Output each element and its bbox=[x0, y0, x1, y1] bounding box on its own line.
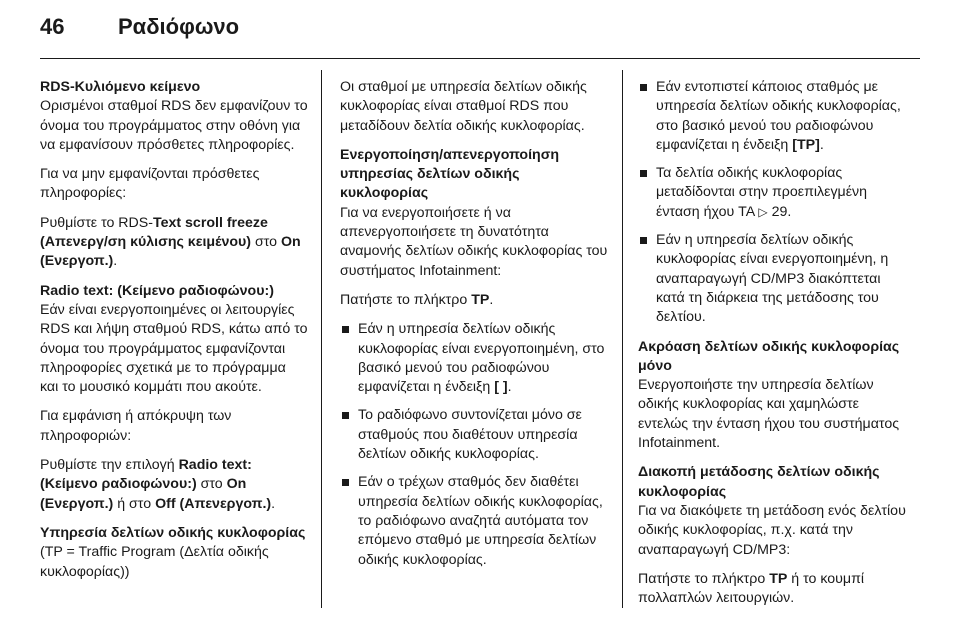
column-1 bbox=[40, 78, 308, 592]
stop-announcement-heading: Διακοπή μετάδοσης δελτίων οδικής κυκλοφορίας bbox=[638, 464, 880, 500]
page-header bbox=[40, 14, 920, 52]
list-item: Εάν ο τρέχων σταθμός δεν διαθέτει υπηρεσία δελτίων οδικής κυκλοφορίας, το ραδιόφωνο αναζητά αυτόματα τον επόμενο σταθμό με υπηρεσία δελτίων οδικής κυκλοφορίας. bbox=[340, 473, 608, 569]
radio-text-paragraph-2: Για εμφάνιση ή απόκρυψη των πληροφοριών: bbox=[40, 408, 232, 444]
rds-scroll-paragraph-2: Για να μην εμφανίζονται πρόσθετες πληροφορίες: bbox=[40, 166, 260, 202]
header-rule bbox=[40, 58, 920, 59]
traffic-service-paragraph: (TP = Traffic Program (Δελτία οδικής κυκλοφορίας)) bbox=[40, 544, 269, 580]
column-2 bbox=[340, 78, 608, 580]
column-divider-2 bbox=[622, 70, 623, 608]
page-number: 46 bbox=[40, 14, 65, 39]
page-title: Ραδιόφωνο bbox=[118, 14, 240, 39]
radio-text-paragraph-1: Εάν είναι ενεργοποιημένες οι λειτουργίες RDS και λήψη σταθμού RDS, κάτω από το όνομα του προγράμματος εμφανίζονται πληροφορίες σχετικά με το πρόγραμμα και το μουσικό κομμάτι που ακούτε. bbox=[40, 301, 308, 396]
traffic-onoff-heading: Ενεργοποίηση/απενεργοποίηση υπηρεσίας δελτίων οδικής κυκλοφορίας bbox=[340, 146, 560, 202]
rds-scroll-paragraph-3: Ρυθμίστε το RDS-Text scroll freeze (Απενεργ/ση κύλισης κειμένου) στο On (Ενεργοπ.). bbox=[40, 214, 301, 270]
traffic-bullets bbox=[340, 320, 608, 570]
rds-scroll-heading: RDS-Κυλιόμενο κείμενο bbox=[40, 79, 201, 95]
traffic-stations-paragraph: Οι σταθμοί με υπηρεσία δελτίων οδικής κυκλοφορίας είναι σταθμοί RDS που μεταδίδουν δελτία οδικής κυκλοφορίας. bbox=[340, 79, 587, 134]
listen-only-paragraph: Ενεργοποιήστε την υπηρεσία δελτίων οδικής κυκλοφορίας και χαμηλώστε εντελώς την ένταση ήχου του συστήματος Infotainment. bbox=[638, 377, 900, 452]
radio-text-heading: Radio text: (Κείμενο ραδιοφώνου:) bbox=[40, 282, 274, 299]
column-3 bbox=[638, 78, 912, 618]
traffic-bullets-continued bbox=[638, 78, 912, 328]
list-item: Το ραδιόφωνο συντονίζεται μόνο σε σταθμούς που διαθέτουν υπηρεσία δελτίων οδικής κυκλοφορίας. bbox=[340, 406, 608, 464]
traffic-service-heading: Υπηρεσία δελτίων οδικής κυκλοφορίας bbox=[40, 524, 306, 541]
traffic-onoff-paragraph: Για να ενεργοποιήσετε ή να απενεργοποιήσετε τη δυνατότητα αναμονής δελτίων οδικής κυκλοφορίας του συστήματος Infotainment: bbox=[340, 204, 608, 279]
radio-text-paragraph-3: Ρυθμίστε την επιλογή Radio text: (Κείμενο ραδιοφώνου:) στο On (Ενεργοπ.) ή στο Off (Απενεργοπ.). bbox=[40, 457, 276, 512]
listen-only-heading: Ακρόαση δελτίων οδικής κυκλοφορίας μόνο bbox=[638, 338, 900, 374]
press-tp-paragraph: Πατήστε το πλήκτρο TP. bbox=[340, 291, 494, 308]
page-reference: 29 bbox=[771, 203, 788, 220]
page-reference-icon: ▷ bbox=[758, 204, 768, 219]
list-item: Εάν εντοπιστεί κάποιος σταθμός με υπηρεσία δελτίων οδικής κυκλοφορίας, στο βασικό μενού του ραδιοφώνου εμφανίζεται η ένδειξη [TP]. bbox=[638, 78, 912, 155]
list-item: Εάν η υπηρεσία δελτίων οδικής κυκλοφορίας είναι ενεργοποιημένη, στο βασικό μενού του ραδιοφώνου εμφανίζεται η ένδειξη [ ]. bbox=[340, 320, 608, 397]
rds-scroll-paragraph-1: Ορισμένοι σταθμοί RDS δεν εμφανίζουν το όνομα του προγράμματος στην οθόνη για να εμφανίσουν πρόσθετες πληροφορίες. bbox=[40, 98, 308, 153]
list-item: Εάν η υπηρεσία δελτίων οδικής κυκλοφορίας είναι ενεργοποιημένη, η αναπαραγωγή CD/MP3 διακόπτεται κατά τη διάρκεια της μετάδοσης του δελτίου. bbox=[638, 231, 912, 327]
stop-announcement-paragraph-1: Για να διακόψετε τη μετάδοση ενός δελτίου οδικής κυκλοφορίας, π.χ. κατά την αναπαραγωγή CD/MP3: bbox=[638, 502, 906, 558]
list-item: Τα δελτία οδικής κυκλοφορίας μεταδίδονται στην προεπιλεγμένη ένταση ήχου TA ▷ 29. bbox=[638, 164, 912, 222]
column-divider-1 bbox=[321, 70, 322, 608]
stop-announcement-paragraph-2: Πατήστε το πλήκτρο TP ή το κουμπί πολλαπλών λειτουργιών. bbox=[638, 570, 865, 607]
